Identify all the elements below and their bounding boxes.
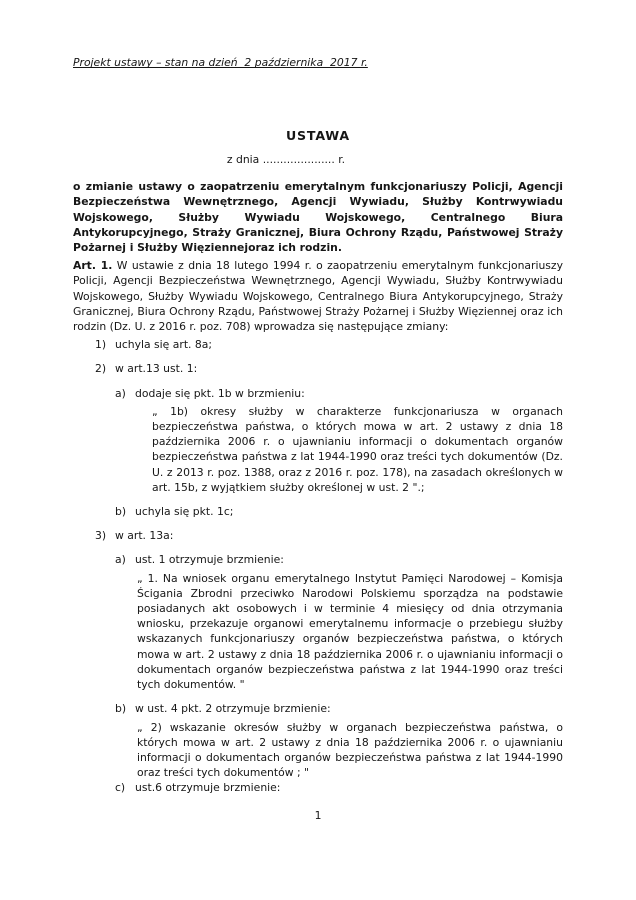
list-item-text: w ust. 4 pkt. 2 otrzymuje brzmienie:: [135, 702, 331, 716]
list-item-2: [73, 361, 563, 376]
list-marker: 3): [95, 529, 107, 543]
article-1-paragraph: [73, 258, 563, 334]
subject-paragraph: o zmianie ustawy o zaopatrzeniu emerytalnym funkcjonariuszy Policji, Agencji Bezpieczeństwa Wewnętrznego, Agencji Wywiadu, Służby Kontrwywiadu Wojskowego, Służby Wywiadu Wojskowego, Centralnego Biura Antykorupcyjnego, Straży Granicznej, Biura Ochrony Rządu, Państwowej Straży Pożarnej i Służby Więziennejoraz ich rodzin.: [73, 180, 563, 255]
list-item-3b: [73, 701, 563, 716]
list-item-text: w art.13 ust. 1:: [115, 362, 198, 376]
list-marker: a): [115, 553, 126, 567]
quoted-provision-1b: „ 1b) okresy służby w charakterze funkcjonariusza w organach bezpieczeństwa państwa, o których mowa w art. 2 ustawy z dnia 18 października 2006 r. o ujawnianiu informacji o dokumentach organów bezpieczeństwa państwa z lat 1944-1990 oraz treści tych dokumentów (Dz. U. z 2013 r. poz. 1388, oraz z 2016 r. poz. 178), na zasadach określonych w art. 15b, z wyjątkiem służby określonej w ust. 2 ".;: [152, 404, 563, 494]
list-item-text: uchyla się art. 8a;: [115, 338, 213, 352]
document-header: [73, 56, 563, 70]
list-item-text: w art. 13a:: [115, 529, 174, 543]
list-item-3a: [73, 552, 563, 567]
list-item-text: dodaje się pkt. 1b w brzmieniu:: [135, 386, 305, 400]
quoted-provision-pkt2: „ 2) wskazanie okresów służby w organach bezpieczeństwa państwa, o których mowa w art. 2 ustawy z dnia 18 października 2006 r. o ujawnianiu informacji o dokumentach organów bezpieczeństwa państwa z lat 1944-1990 oraz treści tych dokumentów ; ": [137, 720, 563, 780]
list-item-text: ust.6 otrzymuje brzmienie:: [135, 781, 281, 795]
list-item-3: [73, 528, 563, 543]
list-item-text: uchyla się pkt. 1c;: [135, 505, 234, 519]
article-1-label: Art. 1.: [73, 259, 113, 273]
page-number: 1: [314, 808, 322, 822]
list-marker: b): [115, 505, 127, 519]
list-marker: c): [115, 781, 126, 795]
list-item-2b: [73, 504, 563, 519]
list-marker: 2): [95, 362, 107, 376]
draft-status-note: Projekt ustawy – stan na dzień 2 października 2017 r.: [73, 56, 368, 69]
list-item-2a: [73, 386, 563, 401]
list-marker: 1): [95, 338, 107, 352]
list-marker: b): [115, 702, 127, 716]
list-item-1: [73, 337, 563, 352]
list-item-3c: [73, 780, 563, 795]
list-marker: a): [115, 386, 126, 400]
list-item-text: ust. 1 otrzymuje brzmienie:: [135, 553, 284, 567]
quoted-provision-ust1: „ 1. Na wniosek organu emerytalnego Instytut Pamięci Narodowej – Komisja Ścigania Zbrodni przeciwko Narodowi Polskiemu sporządza na podstawie posiadanych akt osobowych i w terminie 4 miesięcy od dnia otrzymania wniosku, przekazuje organowi emerytalnemu informacje o przebiegu służby wskazanych funkcjonariuszy organów bezpieczeństwa państwa, o których mowa w art. 2 ustawy z dnia 18 października 2006 r. o ujawnianiu informacji o dokumentach organów bezpieczeństwa państwa z lat 1944-1990 oraz treści tych dokumentów. ": [137, 571, 563, 692]
date-placeholder-line: z dnia ..................... r.: [226, 153, 346, 166]
article-1-text: W ustawie z dnia 18 lutego 1994 r. o zaopatrzeniu emerytalnym funkcjonariuszy Policji, Agencji Bezpieczeństwa Wewnętrznego, Agencji Wywiadu, Służby Kontrwywiadu Wojskowego, Służby Wywiadu Wojskowego, Centralnego Biura Antykorupcyjnego, Straży Granicznej, Biura Ochrony Rządu, Państwowej Straży Pożarnej i Służby Więziennej oraz ich rodzin (Dz. U. z 2016 r. poz. 708) wprowadza się następujące zmiany:: [73, 259, 563, 334]
document-title: USTAWA: [286, 128, 350, 143]
